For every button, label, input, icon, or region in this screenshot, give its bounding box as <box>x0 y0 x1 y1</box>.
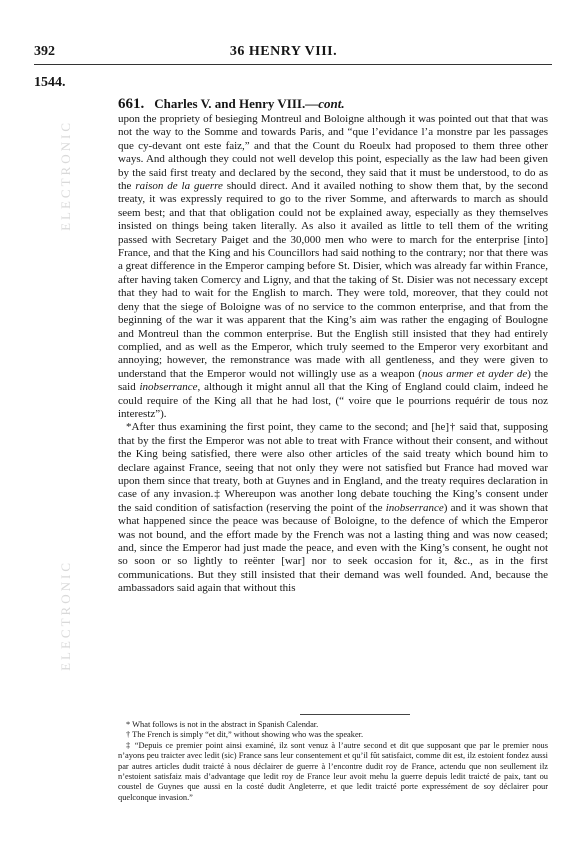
italic-phrase: raison de la guerre <box>135 180 223 193</box>
italic-phrase: inobserrance <box>385 501 444 514</box>
text-run: ) the said <box>118 367 548 394</box>
text-run: ) and it was shown that what happened since the peace was because of Boloigne, to the defence of which the Emperor was not bound, and the effort made by the French was not a lasting thing and was now ceased; and, since the Emperor had just made the peace, and even with the King’s consent, he ought not so soon or so lightly to reënter [war] nor to seek occasion for it, &c., as in the first communications. But they still insisted that their demand was well founded. And, because the ambassadors said again that without this <box>118 501 548 595</box>
body-text <box>118 113 548 596</box>
italic-phrase: nous armer et ayder de <box>421 367 528 380</box>
header-rule <box>34 64 552 65</box>
italic-phrase: inobserrance <box>139 381 198 394</box>
footnote: * What follows is not in the abstract in Spanish Calendar. <box>126 720 319 729</box>
footnote: † The French is simply “et dit,” without showing who was the speaker. <box>126 730 364 740</box>
entry-heading <box>118 96 345 113</box>
footnote-rule <box>300 714 410 715</box>
entry-number: 661. <box>118 96 145 112</box>
page-number: 392 <box>34 44 55 59</box>
body-paragraph <box>118 113 548 421</box>
text-run: should direct. And it availed nothing to show them that, by the second treaty, it was expressly required to go to the river Somme, and afterwards to march as should seem best; and that that obligation could not be explained away, especially as they themselves insisted on things being taken literally. As also it availed as little to tell them of the writing passed with Secretary Paiget and the 30,000 men who were to march for the enterprise [into] France, and that the King and his Councillors had said nothing to the contrary; nor that there was a great difference in the Emperor camping before St. Disier, which was already far within France, after having taken Comercy and Ligny, and that the taking of St. Disier was not necessary except that they had to wait for the English to march. They were told, moreover, that they could not deny that the siege of Boloigne was of no service to the common enterprise, and that from the beginning of the war it was apparent that the King’s aim was rather the engaging of Boulogne and Montreul than the common enterprise. But the English still insisted that they had entirely complied, and as well as the Emperor, which truly seemed to the Emperor very exorbitant and annoying; however, the remonstrance was made with all gentleness, and they were given to understand that the Emperor would not willingly use as a weapon ( <box>118 180 548 380</box>
footnotes <box>118 720 548 803</box>
footnote: ‡ “Depuis ce premier point ainsi examiné, ilz sont venuz à l’autre second et dit que supposant que par le premier nous n’ayons peu traicter avec ledit (sic) France sans leur consentement et qu’il fût satisfaict, comme dit est, ilz estoient fondez aussi par autres articles dudit traicté à nous déclairer de guerre à l’encontre dudit roy de France, actendu que non seullement ilz n’estoient satisfaiz mais d’advantage que ledit roy de France leur avoit mehu la guerre depuis ledit traicté de paix, tant ou coustel de Guynes que aussi en la costé dudit Angleterre, et que ledit traicté porte expressément de soy déclairer pour quelconque invasion.” <box>118 740 548 802</box>
running-title: 36 HENRY VIII. <box>229 44 338 59</box>
watermark-upper: ELECTRONIC <box>58 120 73 231</box>
margin-year: 1544. <box>34 75 66 90</box>
entry-title: Charles V. and Henry VIII. <box>154 96 306 111</box>
text-run: , although it might annul all that the King of England could claim, indeed he could require of the King all that he had lost, (“ voire que le pourrions requérir de tous noz interestz”). <box>118 381 548 420</box>
watermark-lower: ELECTRONIC <box>58 560 73 671</box>
text-run: upon the propriety of besieging Montreul and Boloigne although it was pointed out that that was not the way to the Somme and towards Paris, and “que l’evidance l’a monstre par les passages que cy-devant ont este faiz,” and that the Count du Roeulx had proposed to them three other ways. And although they could not well develop this point, especially as the law had been given by the said first treaty and declared by the second, they said that it must be understood, to do as the <box>118 113 548 193</box>
entry-continued: —cont. <box>305 96 345 111</box>
body-paragraph <box>118 421 548 595</box>
text-run: *After thus examining the first point, they came to the second; and [he]† said that, supposing that by the first the Emperor was not able to treat with France without their consent, and without the King being satisfied, there were also other articles of the said treaty which bound him to declare against France, seeing that not only they were not satisfied but France had moved war upon them since that treaty, both at Guynes and in England, and the treaty requires declaration in case of any invasion.‡ Whereupon was another long debate touching the King’s consent under the said condition of satisfaction (reserving the point of the <box>118 421 548 514</box>
